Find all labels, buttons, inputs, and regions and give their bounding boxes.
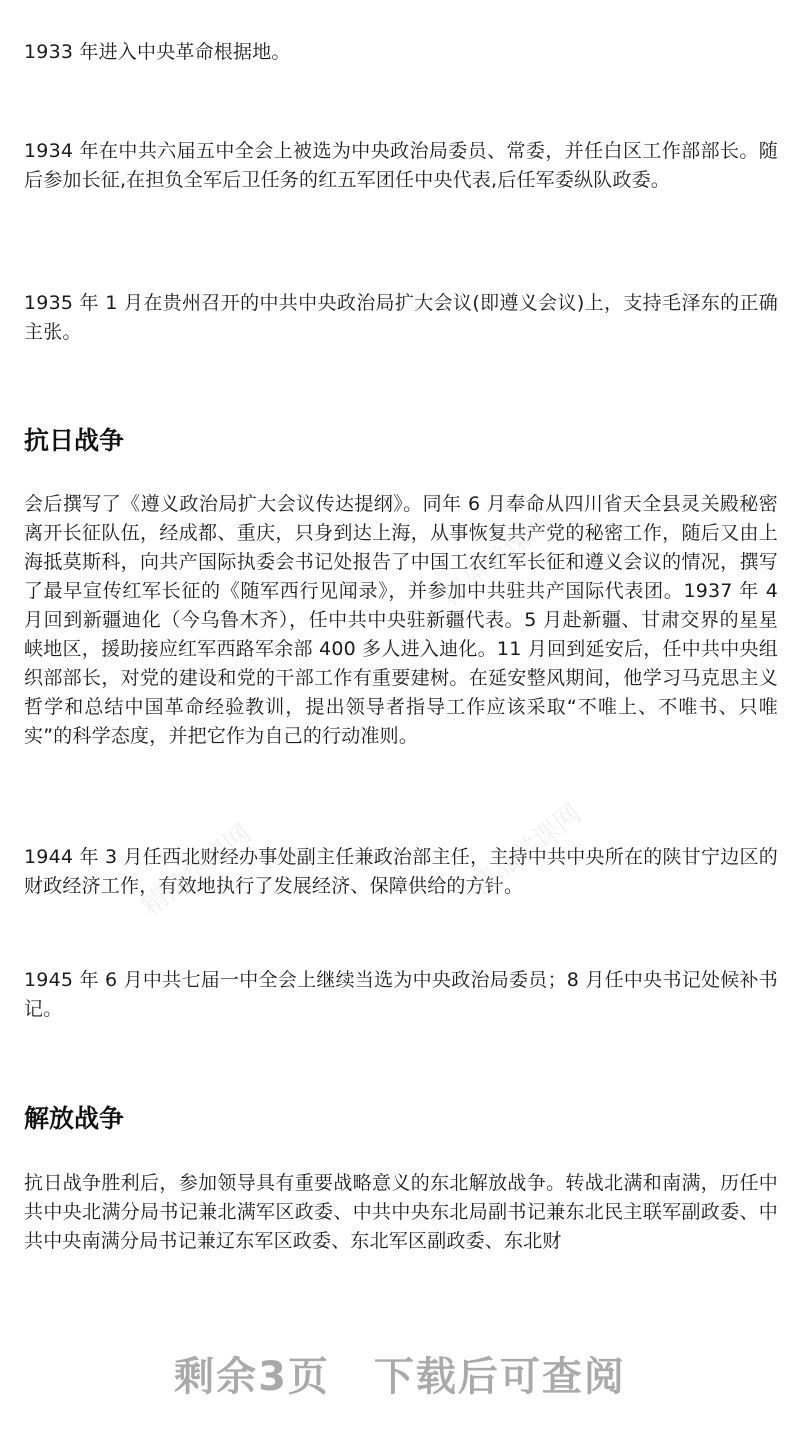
download-prompt[interactable]: [0, 1345, 800, 1402]
paragraph-1934: 1934 年在中共六届五中全会上被选为中央政治局委员、常委，并任白区工作部部长。随后参加长征,在担负全军后卫任务的红五军团任中央代表,后任军委纵队政委。: [24, 140, 778, 191]
heading-liberation-war: 解放战争: [24, 1104, 125, 1133]
paragraph-1933: 1933 年进入中央革命根据地。: [24, 41, 291, 63]
remaining-pages-label: 剩余3页: [174, 1354, 330, 1400]
paragraph-liberation: 抗日战争胜利后，参加领导具有重要战略意义的东北解放战争。转战北满和南满，历任中共中央北满分局书记兼北满军区政委、中共中央东北局副书记兼东北民主联军副政委、中共中央南满分局书记兼辽东军区政委、东北军区副政委、东北财: [24, 1172, 778, 1252]
paragraph-after-zunyi: 会后撰写了《遵义政治局扩大会议传达提纲》。同年 6 月奉命从四川省天全县灵关殿秘密离开长征队伍，经成都、重庆，只身到达上海，从事恢复共产党的秘密工作，随后又由上海抵莫斯科，向共产国际执委会书记处报告了中国工农红军长征和遵义会议的情况，撰写了最早宣传红军长征的《随军西行见闻录》，并参加中共驻共产国际代表团。1937 年 4 月回到新疆迪化（今乌鲁木齐），任中共中央驻新疆代表。5 月赴新疆、甘肃交界的星星峡地区，援助接应红军西路军余部 400 多人进入迪化。11 月回到延安后，任中共中央组织部部长，对党的建设和党的干部工作有重要建树。在延安整风期间，他学习马克思主义哲学和总结中国革命经验教训，提出领导者指导工作应该采取“不唯上、不唯书、只唯实”的科学态度，并把它作为自己的行动准则。: [24, 493, 778, 747]
paragraph-1935: 1935 年 1 月在贵州召开的中共中央政治局扩大会议(即遵义会议)上，支持毛泽东的正确主张。: [24, 292, 778, 343]
heading-anti-japanese-war: 抗日战争: [24, 426, 125, 455]
paragraph-1945: 1945 年 6 月中共七届一中全会上继续当选为中央政治局委员；8 月任中央书记处候补书记。: [24, 969, 778, 1020]
watermark: 精品学课网: [136, 818, 258, 923]
download-to-view-label: 下载后可查阅: [373, 1354, 626, 1400]
watermark: 精品学课网: [436, 508, 558, 613]
watermark: 精品学课网: [466, 798, 588, 903]
paragraph-1944: 1944 年 3 月任西北财经办事处副主任兼政治部主任，主持中共中央所在的陕甘宁边区的财政经济工作，有效地执行了发展经济、保障供给的方针。: [24, 846, 778, 897]
